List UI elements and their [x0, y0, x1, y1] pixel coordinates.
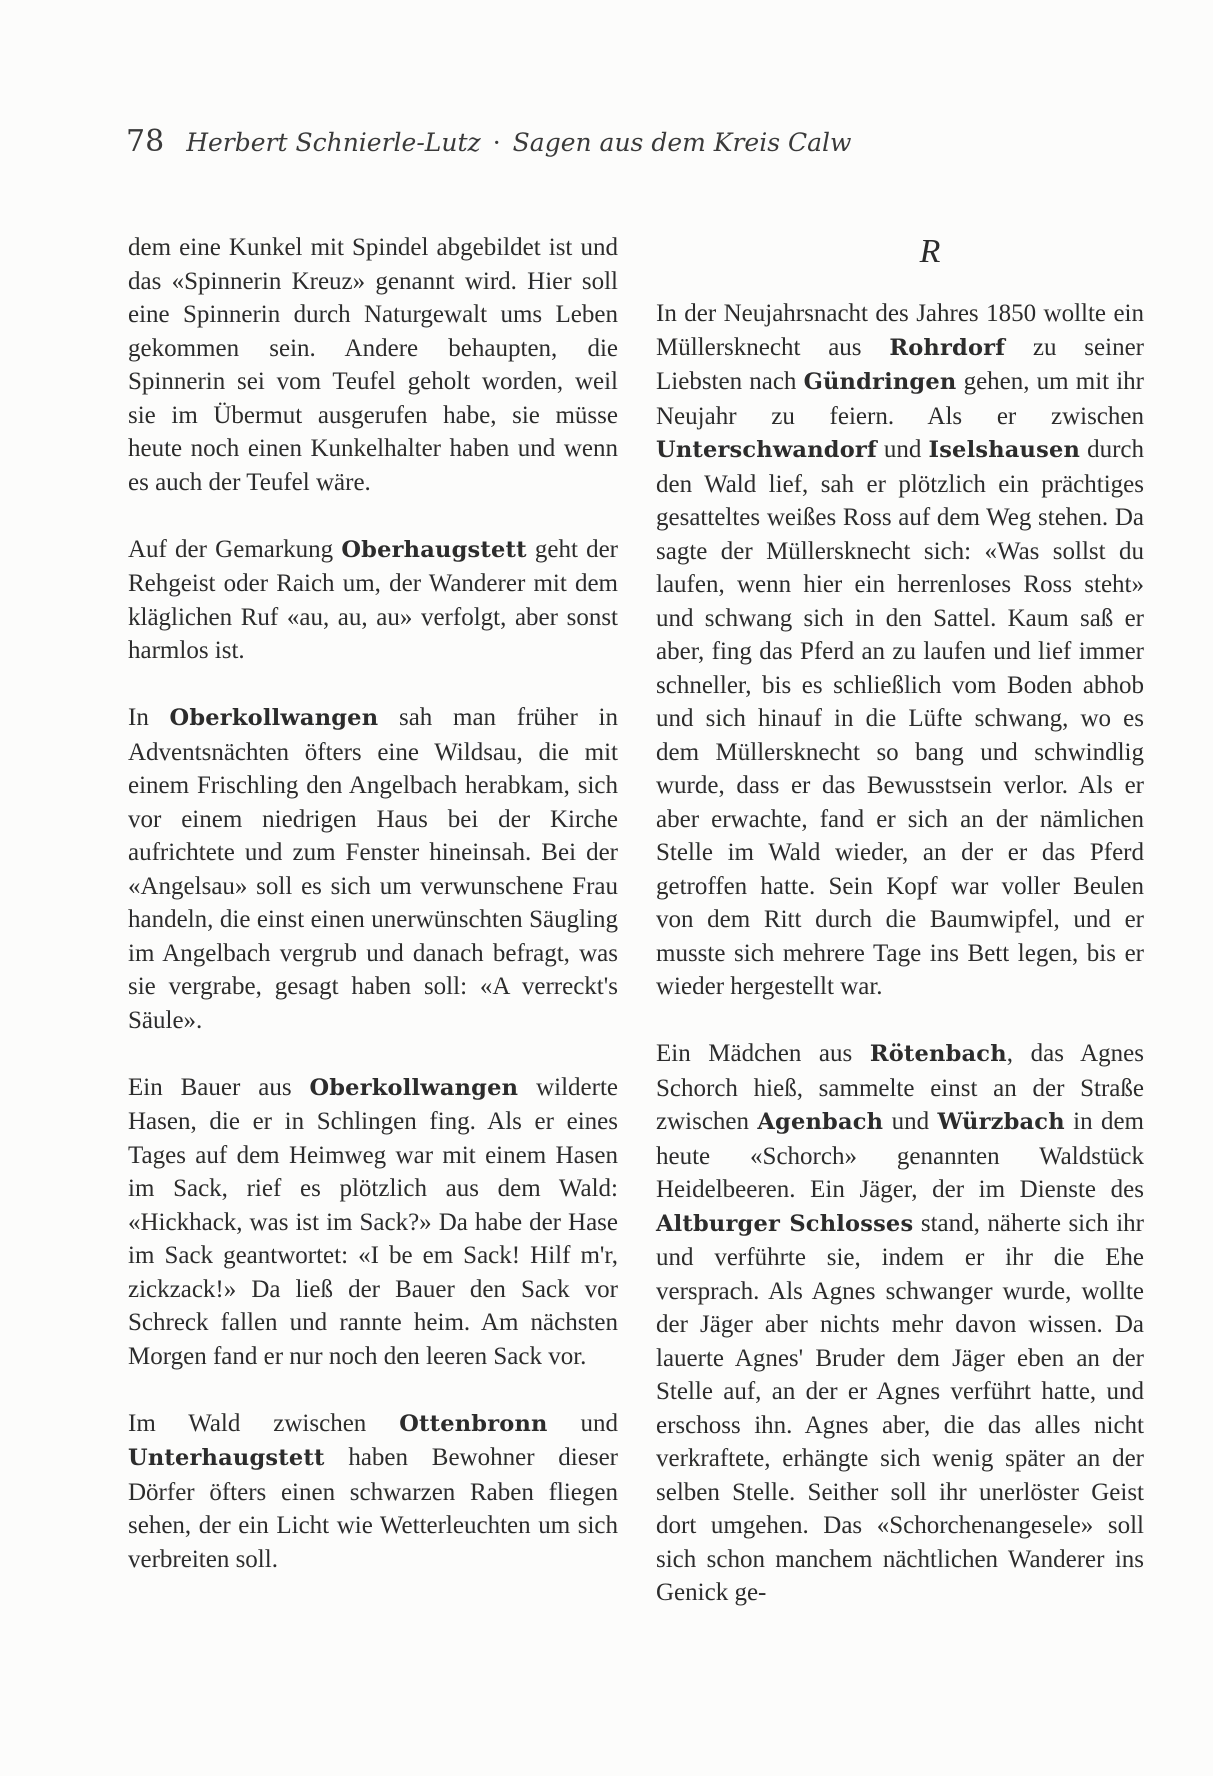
- paragraph-raben: Im Wald zwischen Ottenbronn und Unterhaugstett haben Bewohner dieser Dörfer öfters einen schwarzen Raben fliegen sehen, der ein Licht wie Wetterleuchten um sich verbreiten soll.: [128, 1409, 619, 1573]
- place-name: Oberhaugstett: [341, 536, 527, 563]
- place-name: Oberkollwangen: [309, 1074, 519, 1101]
- header-separator: ·: [492, 128, 501, 157]
- paragraph-agnes-schorch: Ein Mädchen aus Rötenbach, das Agnes Schorch hieß, sammelte einst an der Straße zwischen Agenbach und Würzbach in dem heute «Schorch» genannten Waldstück Heidelbeeren. Ein Jäger, der im Dienste des Altburger Schlosses stand, näherte sich ihr und verführte sie, indem er ihr die Ehe versprach. Als Agnes schwanger wurde, wollte der Jäger aber nichts mehr davon wissen. Da lauerte Agnes' Bruder dem Jäger eben an der Stelle auf, an der er Agnes verführt hatte, und erschoss ihn. Agnes aber, die das alles nicht verkraftete, erhängte sich wenig später an der selben Stelle. Seither soll ihr unerlöster Geist dort umgehen. Das «Schorchenangesele» soll sich schon manchem nächtlichen Wanderer ins Genick ge-: [656, 1040, 1145, 1606]
- paragraph-spinnerin-kreuz: dem eine Kunkel mit Spindel abgebildet ist und das «Spinnerin Kreuz» genannt wird. Hier soll eine Spinnerin durch Naturgewalt ums Leben gekommen sein. Andere behaupten, die Spinnerin sei vom Teufel geholt worden, weil sie im Übermut ausgerufen habe, sie müsse heute noch einen Kunkelhalter haben und wenn es auch der Teufel wäre.: [128, 234, 618, 496]
- paragraph-angelsau: In Oberkollwangen sah man früher in Adventsnächten öfters eine Wildsau, die mit einem Frischling den Angelbach herabkam, sich vor einem niedrigen Haus bei der Kirche aufrichtete und zum Fenster hineinsah. Bei der «Angelsau» soll es sich um verwunschene Frau handeln, die einst einen unerwünschten Säugling im Angelbach vergrub und danach befragt, was sie vergrabe, gesagt haben soll: «A verreckt's Säule».: [128, 704, 619, 1034]
- place-name: Unterhaugstett: [128, 1445, 325, 1471]
- header-book-title: Sagen aus dem Kreis Calw: [512, 128, 852, 157]
- place-name: Agenbach: [757, 1109, 884, 1135]
- paragraph-oberhaugstett: Auf der Gemarkung Oberhaugstett geht der Rehgeist oder Raich um, der Wanderer mit dem kläglichen Ruf «au, au, au» verfolgt, aber sonst harmlos ist.: [128, 535, 618, 664]
- place-name: Oberkollwangen: [169, 705, 379, 731]
- section-letter: R: [919, 233, 941, 270]
- paragraph-hickhack: Ein Bauer aus Oberkollwangen wilderte Hasen, die er in Schlingen fing. Als er eines Tages auf dem Heimweg war mit einem Hasen im Sack, rief es plötzlich aus dem Wald: «Hickhack, was ist im Sack?» Da habe der Hase im Sack geantwortet: «I be em Sack! Hilf m'r, zickzack!» Da ließ der Bauer den Sack vor Schreck fallen und rannte heim. Am nächsten Morgen fand er nur noch den leeren Sack vor.: [128, 1073, 618, 1370]
- running-header: [126, 122, 851, 163]
- place-name: Rötenbach: [869, 1041, 1007, 1067]
- place-name: Würzbach: [937, 1109, 1065, 1135]
- place-name: Rohrdorf: [889, 334, 1006, 361]
- page-number: 78: [126, 124, 165, 159]
- place-name: Gündringen: [803, 369, 957, 395]
- place-name: Ottenbronn: [399, 1410, 548, 1437]
- header-author: Herbert Schnierle-Lutz: [186, 128, 481, 157]
- place-name: Altburger Schlosses: [656, 1210, 914, 1237]
- paragraph-muellersknecht: In der Neujahrsnacht des Jahres 1850 wollte ein Müllersknecht aus Rohrdorf zu seiner Liebsten nach Gündringen gehen, um mit ihr Neujahr zu feiern. Als er zwischen Unterschwandorf und Iselshausen durch den Wald lief, sah er plötzlich ein prächtiges gesatteltes weißes Ross auf dem Weg stehen. Da sagte der Müllersknecht sich: «Was sollst du laufen, wenn hier ein herrenloses Ross steht» und schwang sich in den Sattel. Kaum saß er aber, fing das Pferd an zu laufen und lief immer schneller, bis es schließlich vom Boden abhob und sich hinauf in die Lüfte schwang, wo es dem Müllersknecht so bang und schwindlig wurde, dass er das Bewusstsein verlor. Als er aber erwachte, fand er sich an der nämlichen Stelle im Wald wieder, an der er das Pferd getroffen hatte. Sein Kopf war voller Beulen von dem Ritt durch die Baumwipfel, und er musste sich mehrere Tage ins Bett legen, bis er wieder hergestellt war.: [656, 300, 1145, 1000]
- left-column: [128, 231, 618, 1576]
- place-name: Iselshausen: [928, 437, 1081, 463]
- place-name: Unterschwandorf: [656, 437, 877, 463]
- right-column: [656, 229, 1144, 1610]
